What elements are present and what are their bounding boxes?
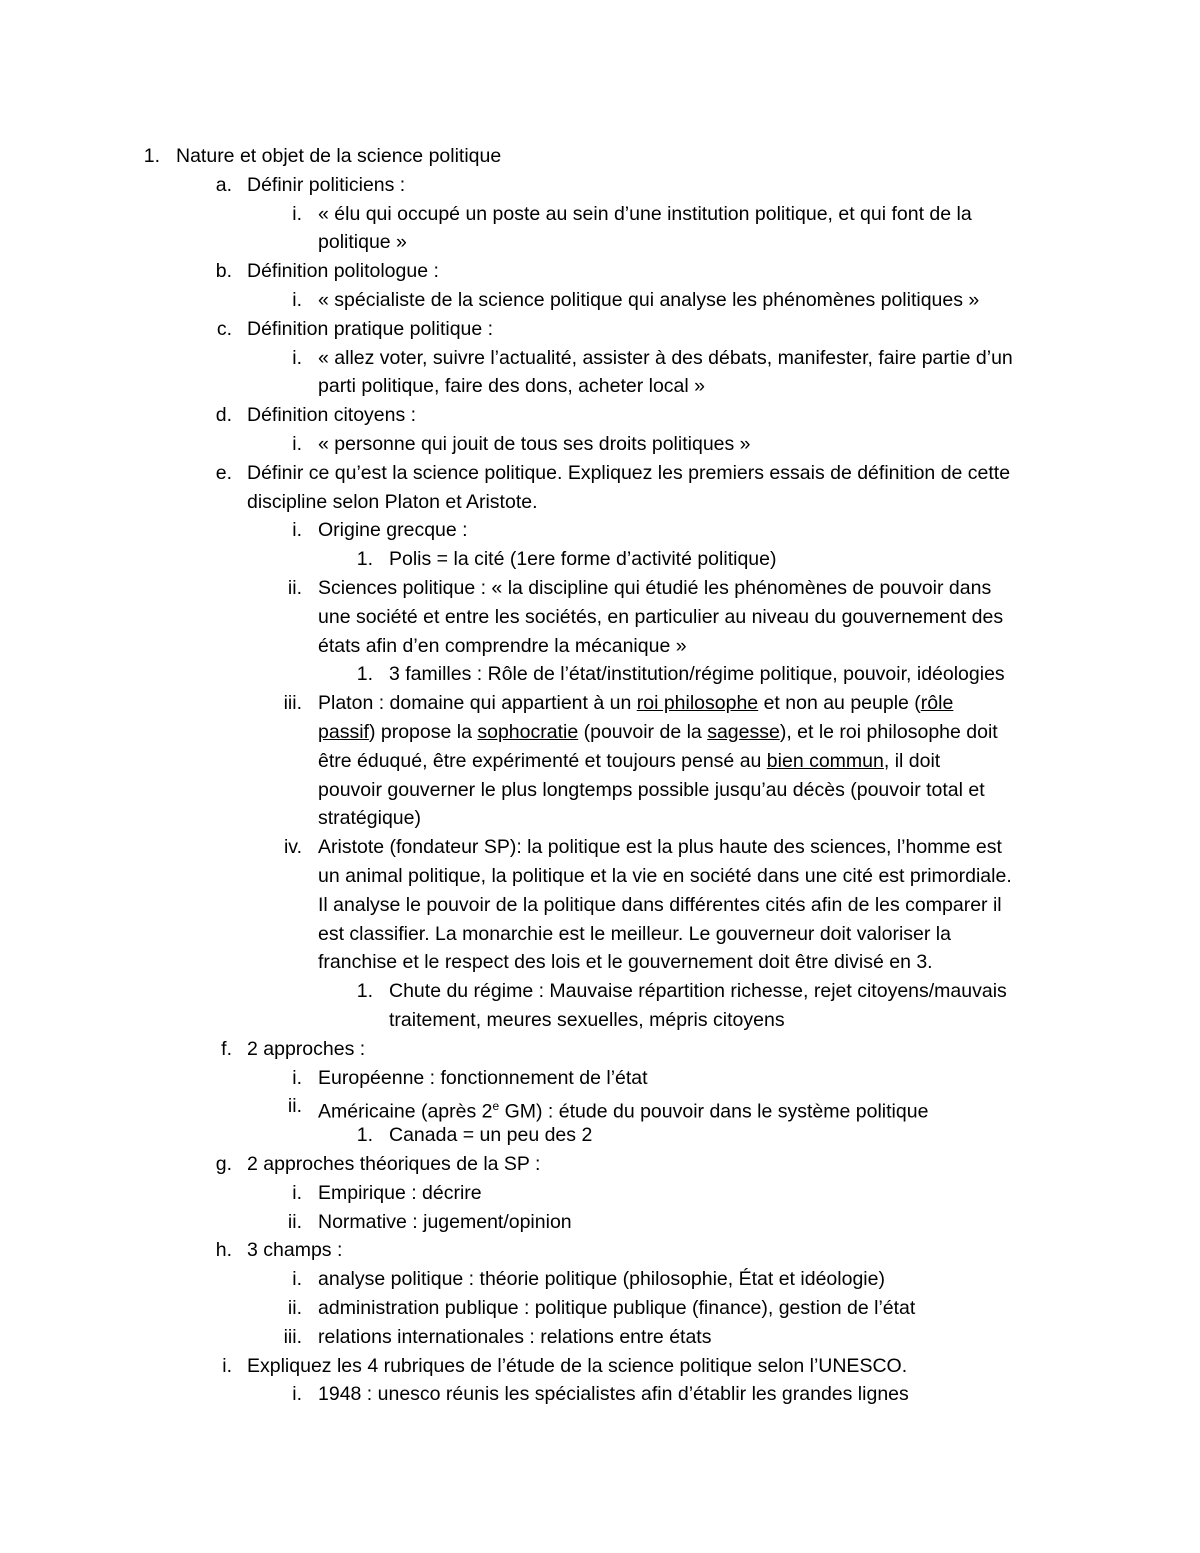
item-text-line: traitement, meures sexuelles, mépris citoyens (389, 1008, 785, 1031)
underlined-text: passif (318, 720, 369, 743)
list-marker: e. (215, 461, 232, 484)
list-marker: d. (215, 404, 232, 427)
text-segment: (pouvoir de la (578, 720, 708, 743)
item-text-line: Normative : jugement/opinion (318, 1210, 572, 1233)
text-segment: ), et le roi philosophe doit (779, 720, 998, 743)
list-marker: i. (292, 519, 302, 542)
list-marker: i. (292, 1383, 302, 1406)
list-marker: b. (215, 260, 232, 283)
item-text-line (318, 718, 998, 747)
item-text-line: Expliquez les 4 rubriques de l’étude de la science politique selon l’UNESCO. (247, 1354, 908, 1377)
list-marker: 1. (356, 548, 373, 571)
item-text-line: est classifier. La monarchie est le meilleur. Le gouverneur doit valoriser la (318, 922, 951, 945)
item-text-line: Polis = la cité (1ere forme d’activité politique) (389, 548, 777, 571)
list-marker: i. (292, 346, 302, 369)
item-text-line: Européenne : fonctionnement de l’état (318, 1066, 648, 1089)
list-marker: iii. (283, 692, 302, 715)
item-text-line: 2 approches : (247, 1037, 366, 1060)
item-text-line: Il analyse le pouvoir de la politique dans différentes cités afin de les comparer il (318, 893, 1002, 916)
text-segment: GM) : étude du pouvoir dans le système politique (499, 1100, 929, 1123)
list-marker: i. (292, 433, 302, 455)
item-text-line: Définition citoyens : (247, 404, 417, 427)
item-text-line: 3 familles : Rôle de l’état/institution/régime politique, pouvoir, idéologies (389, 663, 1005, 686)
underlined-text: rôle (920, 692, 954, 715)
list-marker: h. (215, 1239, 232, 1262)
item-text-line: Origine grecque : (318, 519, 468, 542)
list-marker: i. (292, 289, 302, 311)
list-marker: i. (292, 1066, 302, 1089)
item-text-line: Chute du régime : Mauvaise répartition richesse, rejet citoyens/mauvais (389, 980, 1007, 1003)
list-marker: 1. (356, 1124, 373, 1147)
text-segment: Platon : domaine qui appartient à un (318, 692, 637, 715)
item-text-line (318, 689, 953, 718)
item-text-line: parti politique, faire des dons, acheter local » (318, 375, 705, 398)
item-text-line: 3 champs : (247, 1239, 343, 1262)
list-marker: 1. (356, 663, 373, 686)
item-text-line: Sciences politique : « la discipline qui étudié les phénomènes de pouvoir dans (318, 577, 992, 599)
list-marker: i. (292, 1268, 302, 1291)
list-marker: c. (216, 317, 232, 340)
item-text-line (318, 747, 940, 776)
item-text-line: « spécialiste de la science politique qui analyse les phénomènes politiques » (318, 289, 980, 311)
list-marker: iv. (283, 836, 302, 859)
item-text-line: Aristote (fondateur SP): la politique est la plus haute des sciences, l’homme est (318, 836, 1002, 859)
item-text-line: 2 approches théoriques de la SP : (247, 1153, 541, 1175)
item-text-line: relations internationales : relations entre états (318, 1325, 712, 1348)
item-text-line: Définir ce qu’est la science politique. Expliquez les premiers essais de définition de cette (247, 461, 1011, 484)
item-text-line: états afin d’en comprendre la mécanique » (318, 634, 687, 657)
underlined-text: roi philosophe (636, 692, 759, 715)
list-marker: 1. (356, 980, 373, 1003)
underlined-text: sophocratie (477, 720, 579, 743)
list-marker: iii. (283, 1325, 302, 1348)
list-marker: ii. (287, 1210, 302, 1233)
item-text-line: stratégique) (318, 807, 421, 830)
item-text-line: franchise et le respect des lois et le gouvernement doit être divisé en 3. (318, 951, 933, 974)
item-text-line: Canada = un peu des 2 (389, 1124, 593, 1147)
list-marker: ii. (287, 1095, 302, 1118)
list-marker: f. (221, 1037, 232, 1060)
item-text-line: Empirique : décrire (318, 1181, 482, 1204)
text-segment: Américaine (après 2 (318, 1100, 493, 1123)
text-segment: et non au peuple ( (758, 692, 921, 715)
list-marker: ii. (287, 1297, 302, 1319)
item-text-line: « allez voter, suivre l’actualité, assister à des débats, manifester, faire partie d’un (318, 346, 1013, 369)
item-text-line: discipline selon Platon et Aristote. (247, 490, 538, 513)
item-text-line: Définir politiciens : (247, 173, 406, 196)
item-text-line: analyse politique : théorie politique (philosophie, État et idéologie) (318, 1268, 885, 1291)
item-text-line: administration publique : politique publique (finance), gestion de l’état (318, 1297, 916, 1319)
list-marker: i. (222, 1354, 232, 1377)
item-text-line (318, 1092, 928, 1121)
item-text-line: une société et entre les sociétés, en particulier au niveau du gouvernement des (318, 605, 1004, 628)
item-text-line: Définition pratique politique : (247, 317, 494, 340)
list-marker: ii. (287, 577, 302, 599)
item-text-line: Nature et objet de la science politique (176, 145, 502, 167)
item-text-line: « élu qui occupé un poste au sein d’une institution politique, et qui font de la (318, 202, 972, 225)
item-text-line: pouvoir gouverner le plus longtemps possible jusqu’au décès (pouvoir total et (318, 778, 985, 801)
underlined-text: sagesse (707, 720, 780, 743)
list-marker: 1. (143, 145, 160, 167)
item-text-line: 1948 : unesco réunis les spécialistes afin d’établir les grandes lignes (318, 1383, 909, 1406)
item-text-line: Définition politologue : (247, 260, 439, 283)
item-text-line: politique » (318, 231, 407, 254)
superscript-text: e (492, 1099, 500, 1114)
list-marker: a. (215, 173, 232, 196)
list-marker: i. (292, 1181, 302, 1204)
text-segment: , il doit (883, 749, 941, 772)
text-segment: être éduqué, être expérimenté et toujours pensé au (318, 749, 767, 772)
list-marker: i. (292, 202, 302, 225)
item-text-line: un animal politique, la politique et la vie en société dans une cité est primordiale. (318, 864, 1012, 887)
list-marker: g. (215, 1153, 232, 1175)
underlined-text: bien commun (766, 749, 884, 772)
item-text-line: « personne qui jouit de tous ses droits politiques » (318, 433, 751, 455)
text-segment: ) propose la (368, 720, 478, 743)
